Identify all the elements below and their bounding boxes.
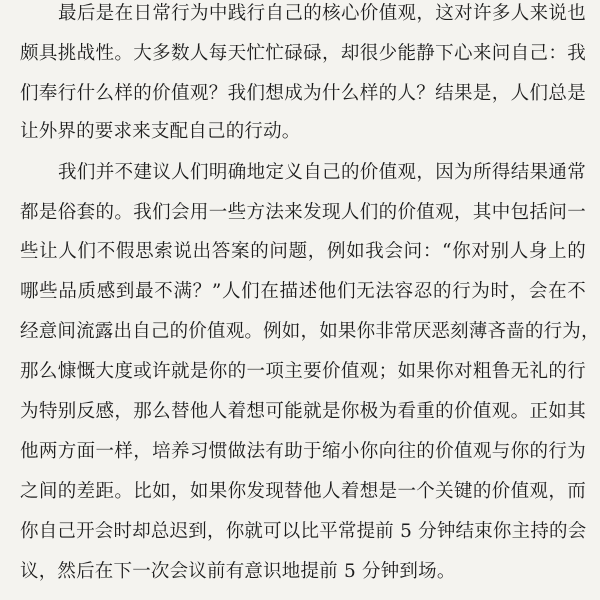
paragraph-1-line-1: 最后是在日常行为中践行自己的核心价值观，这对许多人来说也 — [58, 3, 586, 24]
paragraph-2-line-1: 我们并不建议人们明确地定义自己的价值观，因为所得结果通常 — [58, 162, 586, 183]
paragraph-2-line-6: 那么慷慨大度或许就是你的一项主要价值观；如果你对粗鲁无礼的行 — [20, 361, 586, 382]
paragraph-1-line-3: 们奉行什么样的价值观？我们想成为什么样的人？结果是，人们总是 — [20, 83, 586, 104]
paragraph-2-line-8: 他两方面一样，培养习惯做法有助于缩小你向往的价值观与你的行为 — [20, 441, 586, 462]
paragraph-1-line-2: 颇具挑战性。大多数人每天忙忙碌碌，却很少能静下心来问自己：我 — [20, 43, 586, 64]
paragraph-2-line-10: 你自己开会时却总迟到，你就可以比平常提前 5 分钟结束你主持的会 — [20, 521, 587, 542]
paragraph-2-line-9: 之间的差距。比如，如果你发现替他人着想是一个关键的价值观，而 — [20, 481, 586, 502]
paragraph-2-line-11: 议，然后在下一次会议前有意识地提前 5 分钟到场。 — [20, 561, 456, 582]
paragraph-2-line-3: 些让人们不假思索说出答案的问题，例如我会问：“你对别人身上的 — [20, 241, 586, 262]
paragraph-2-line-7: 为特别反感，那么替他人着想可能就是你极为看重的价值观。正如其 — [20, 401, 586, 422]
paragraph-2-line-4: 哪些品质感到最不满？”人们在描述他们无法容忍的行为时，会在不 — [20, 281, 586, 302]
paragraph-2-line-5: 经意间流露出自己的价值观。例如，如果你非常厌恶刻薄吝啬的行为， — [20, 321, 600, 342]
paragraph-1-line-4: 让外界的要求来支配自己的行动。 — [20, 121, 301, 142]
paragraph-2-line-2: 都是俗套的。我们会用一些方法来发现人们的价值观，其中包括问一 — [20, 202, 586, 223]
